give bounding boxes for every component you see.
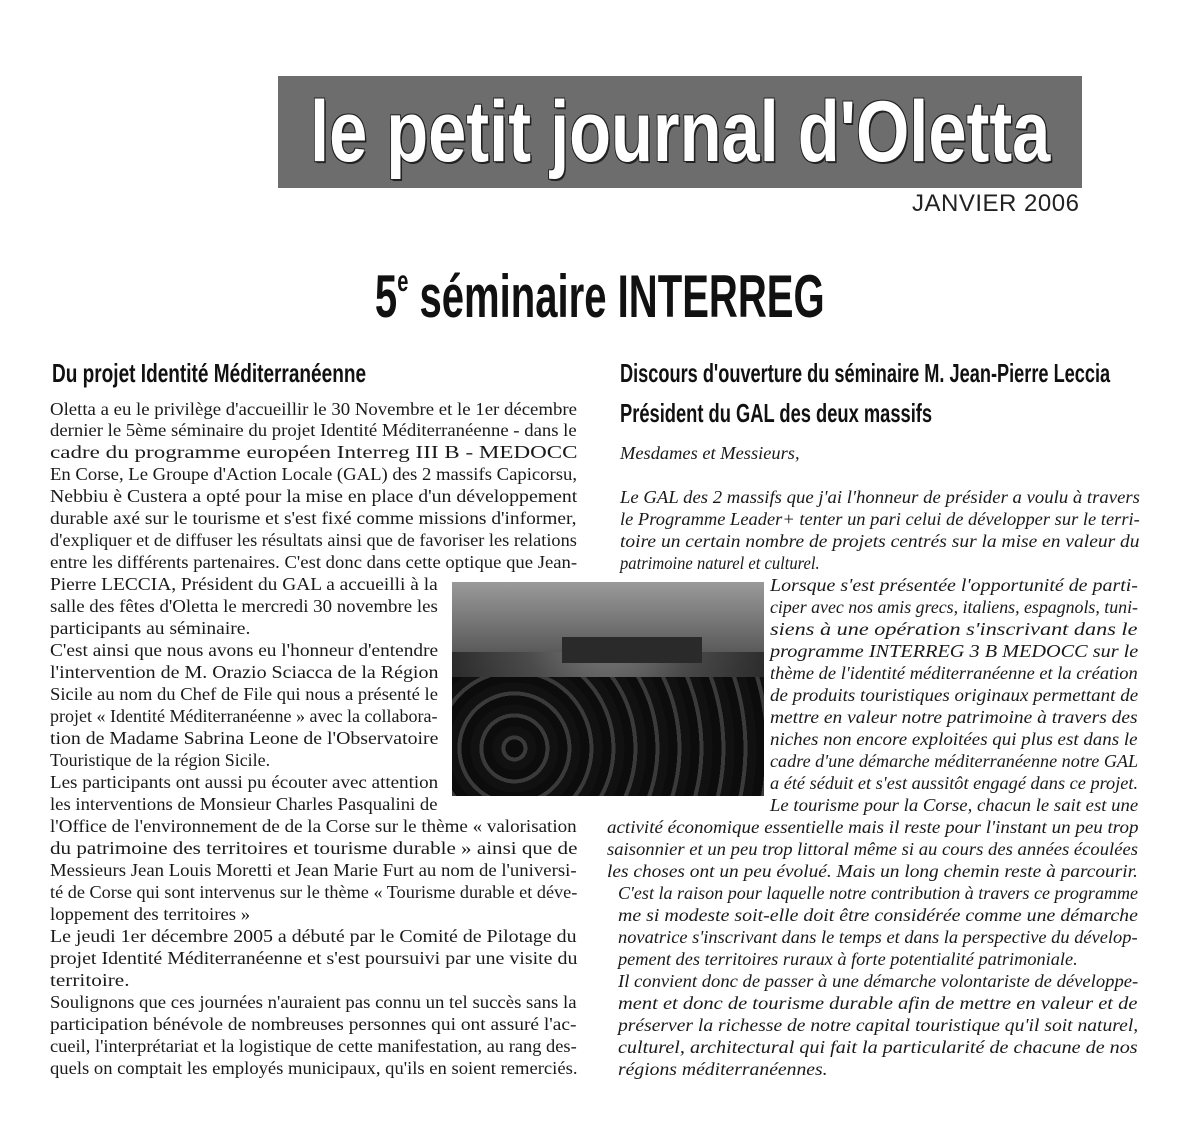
right-column-line: niches non encore exploitées qui plus est dans le [770, 729, 1138, 749]
right-column-heading: Discours d'ouverture du séminaire M. Jean-Pierre Leccia [620, 358, 1111, 388]
masthead-title: le petit journal d'Oletta [309, 83, 1051, 180]
right-column-line: les choses ont un peu évolué. Mais un long chemin reste à parcourir. [607, 861, 1138, 881]
right-column-line: toire un certain nombre de projets centrés sur la mise en valeur du [620, 531, 1140, 551]
title-superscript: e [397, 265, 409, 298]
right-column-line: programme INTERREG 3 B MEDOCC sur le [770, 641, 1139, 661]
right-column-line: patrimoine naturel et culturel. [620, 553, 820, 573]
right-column-line: culturel, architectural qui fait la particularité de chacune de nos [618, 1037, 1138, 1057]
left-column-line: durable axé sur le tourisme et s'est fixé comme missions d'informer, [50, 508, 577, 528]
issue-date: JANVIER 2006 [912, 190, 1080, 217]
left-column-line: l'Office de l'environnement de de la Corse sur le thème « valorisation [50, 816, 577, 836]
right-column-line: a été séduit et s'est aussitôt engagé dans ce projet. [770, 773, 1139, 793]
left-column-line: Messieurs Jean Louis Moretti et Jean Marie Furt au nom de l'universi- [50, 860, 577, 880]
right-column-line: me si modeste soit-elle doit être considérée comme une démarche [618, 905, 1138, 925]
article-title [0, 262, 1200, 331]
left-column-line: Sicile au nom du Chef de File qui nous a présenté le [50, 684, 438, 704]
right-column-line: le Programme Leader+ tenter un pari celui de développer sur le terri- [620, 509, 1140, 529]
left-column-line: tion de Madame Sabrina Leone de l'Observatoire [50, 728, 439, 748]
left-column-line: cueil, l'interprétariat et la logistique de cette manifestation, au rang des- [50, 1036, 577, 1056]
right-column-line: C'est la raison pour laquelle notre contribution à travers ce programme [618, 883, 1139, 903]
left-column-line: Pierre LECCIA, Président du GAL a accueilli à la [50, 574, 438, 594]
left-column-line: du patrimoine des territoires et tourisme durable » ainsi que de [50, 838, 578, 858]
right-column-line: ciper avec nos amis grecs, italiens, espagnols, tuni- [770, 597, 1138, 617]
left-column-line: té de Corse qui sont intervenus sur le thème « Tourisme durable et déve- [50, 882, 578, 902]
left-column-line: Nebbiu è Custera a opté pour la mise en place d'un développement [50, 486, 578, 506]
right-column-line: novatrice s'inscrivant dans le temps et dans la perspective du dévelop- [618, 927, 1138, 947]
masthead [278, 76, 1082, 188]
left-column-line: participation bénévole de nombreuses personnes qui ont assuré l'ac- [50, 1014, 577, 1034]
left-column-line: territoire. [50, 970, 130, 990]
left-column-line: participants au séminaire. [50, 618, 251, 638]
left-column-line: projet Identité Méditerranéenne et s'est poursuivi par une visite du [50, 948, 578, 968]
right-column-line: préserver la richesse de notre capital touristique qu'il soit naturel, [618, 1015, 1139, 1035]
right-column-line: activité économique essentielle mais il reste pour l'instant un peu trop [607, 817, 1139, 837]
right-column-line: Mesdames et Messieurs, [620, 443, 800, 463]
right-column-line: régions méditerranéennes. [618, 1059, 828, 1079]
right-column-line: Le GAL des 2 massifs que j'ai l'honneur de présider a voulu à travers [620, 487, 1140, 507]
left-column-line: loppement des territoires » [50, 904, 251, 924]
right-column-line: thème de l'identité méditerranéenne et la création [770, 663, 1138, 683]
left-column-line: l'intervention de M. Orazio Sciacca de la Région [50, 662, 439, 682]
left-column-line: Touristique de la région Sicile. [50, 750, 271, 770]
left-column-line: projet « Identité Méditerranéenne » avec la collabora- [50, 706, 438, 726]
left-column-line: Soulignons que ces journées n'auraient pas connu un tel succès sans la [50, 992, 577, 1012]
right-column-line: ment et donc de tourisme durable afin de mettre en valeur et de [618, 993, 1138, 1013]
right-column-line: mettre en valeur notre patrimoine à travers des [770, 707, 1138, 727]
right-column-line: Il convient donc de passer à une démarche volontariste de développe- [618, 971, 1139, 991]
seminar-photo [452, 582, 764, 796]
left-column-line: dernier le 5ème séminaire du projet Identité Méditerranéenne - dans le [50, 420, 577, 440]
title-number: 5 [375, 263, 398, 330]
left-column-line: d'expliquer et de diffuser les résultats ainsi que de favoriser les relations [50, 530, 577, 550]
left-column-line: C'est ainsi que nous avons eu l'honneur d'entendre [50, 640, 439, 660]
right-column-line: cadre d'une démarche méditerranéenne notre GAL [770, 751, 1139, 771]
right-column-line: Lorsque s'est présentée l'opportunité de parti- [770, 575, 1138, 595]
right-column-line: saisonnier et un peu trop littoral même si au cours des années écoulées [607, 839, 1138, 859]
left-column-line: entre les différents partenaires. C'est donc dans cette optique que Jean- [50, 552, 578, 572]
left-column-line: Le jeudi 1er décembre 2005 a débuté par le Comité de Pilotage du [50, 926, 577, 946]
left-column-line: salle des fêtes d'Oletta le mercredi 30 novembre les [50, 596, 438, 616]
right-column-line: de produits touristiques originaux permettant de [770, 685, 1139, 705]
left-column-heading: Du projet Identité Méditerranéenne [52, 358, 367, 388]
left-column-line: les interventions de Monsieur Charles Pasqualini de [50, 794, 438, 814]
left-column-line: cadre du programme européen Interreg III B - MEDOCC [50, 442, 578, 462]
left-column-line: En Corse, Le Groupe d'Action Locale (GAL) des 2 massifs Capicorsu, [50, 464, 577, 484]
right-column-line: pement des territoires ruraux à forte potentialité patrimoniale. [618, 949, 1078, 969]
right-column-line: siens à une opération s'inscrivant dans le [770, 619, 1138, 639]
right-column-subheading: Président du GAL des deux massifs [620, 398, 933, 428]
left-column-line: quels on comptait les employés municipaux, qu'ils en soient remerciés. [50, 1058, 578, 1078]
left-column-line: Les participants ont aussi pu écouter avec attention [50, 772, 439, 792]
right-column-line: Le tourisme pour la Corse, chacun le sait est une [770, 795, 1139, 815]
left-column-line: Oletta a eu le privilège d'accueillir le 30 Novembre et le 1er décembre [50, 399, 577, 419]
title-text: séminaire INTERREG [408, 263, 825, 330]
